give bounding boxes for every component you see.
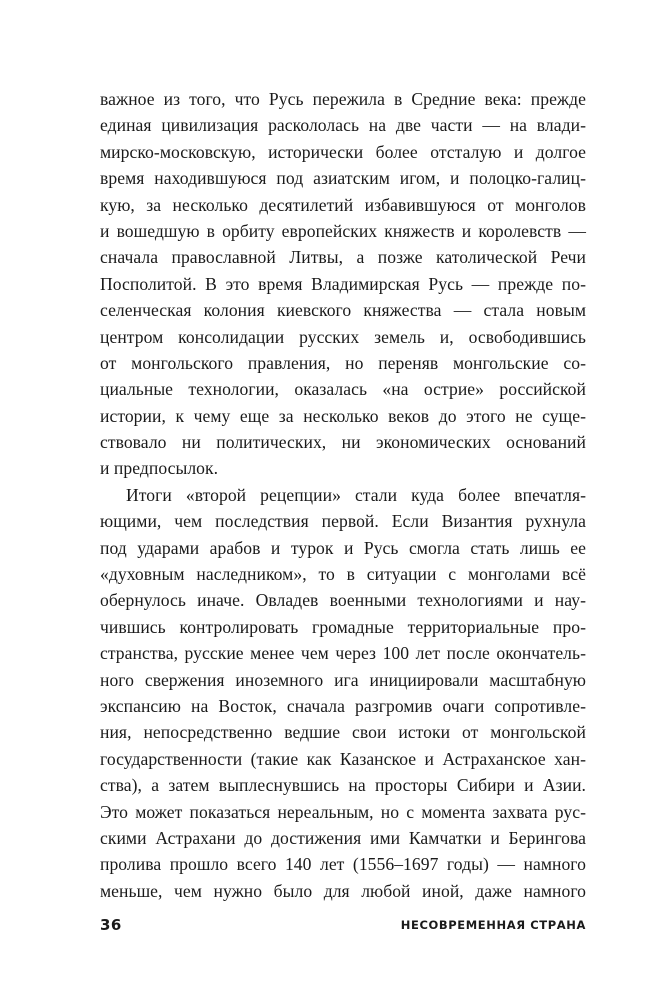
text-line: меньше, чем нужно было для любой иной, даже намного bbox=[100, 880, 586, 901]
text-line: истории, к чему еще за несколько веков до этого не суще- bbox=[100, 405, 586, 426]
text-line: центром консолидации русских земель и, освободившись bbox=[100, 326, 586, 347]
text-line: Это может показаться нереальным, но с момента захвата рус- bbox=[100, 801, 586, 822]
text-line: ствовало ни политических, ни экономических оснований bbox=[100, 432, 586, 453]
text-line: под ударами арабов и турок и Русь смогла стать лишь ее bbox=[100, 537, 586, 558]
page-text bbox=[100, 86, 586, 904]
text-line: мирско-московскую, исторически более отсталую и долгое bbox=[100, 141, 586, 162]
paragraph-1 bbox=[100, 86, 586, 482]
text-line: чившись контролировать громадные территориальные про- bbox=[100, 616, 586, 637]
page-footer bbox=[100, 916, 586, 936]
text-line: от монгольского правления, но переняв монгольские со- bbox=[100, 352, 586, 373]
text-line: скими Астрахани до достижения ими Камчатки и Берингова bbox=[100, 827, 586, 848]
text-line: единая цивилизация раскололась на две части — на влади- bbox=[100, 115, 586, 136]
running-title: НЕСОВРЕМЕННАЯ СТРАНА bbox=[400, 918, 586, 932]
page-number: 36 bbox=[100, 916, 122, 934]
text-line: и предпосылок. bbox=[100, 458, 219, 479]
text-line: важное из того, что Русь пережила в Средние века: прежде bbox=[100, 89, 586, 109]
text-line: ющими, чем последствия первой. Если Византия рухнула bbox=[100, 511, 586, 532]
paragraph-2 bbox=[100, 482, 586, 904]
text-line: циальные технологии, оказалась «на острие» российской bbox=[100, 379, 586, 400]
text-line: и вошедшую в орбиту европейских княжеств и королевств — bbox=[100, 220, 586, 241]
text-line: ства), а затем выплеснувшись на просторы Сибири и Азии. bbox=[100, 775, 586, 796]
text-line: Посполитой. В это время Владимирская Русь — прежде по- bbox=[100, 273, 586, 294]
text-line: государственности (такие как Казанское и Астраханское хан- bbox=[100, 748, 586, 769]
text-line: ния, непосредственно ведшие свои истоки от монгольской bbox=[100, 722, 586, 743]
text-line: кую, за несколько десятилетий избавившуюся от монголов bbox=[100, 194, 586, 215]
text-line: селенческая колония киевского княжества — стала новым bbox=[100, 300, 586, 321]
text-line: время находившуюся под азиатским игом, и полоцко-галиц- bbox=[100, 168, 586, 189]
text-line: экспансию на Восток, сначала разгромив очаги сопротивле- bbox=[100, 695, 586, 716]
text-line: «духовным наследником», то в ситуации с монголами всё bbox=[100, 564, 586, 585]
text-line: странства, русские менее чем через 100 лет после окончатель- bbox=[100, 643, 586, 664]
text-line: пролива прошло всего 140 лет (1556–1697 годы) — намного bbox=[100, 854, 586, 875]
text-line: ного свержения иноземного ига инициировали масштабную bbox=[100, 669, 586, 690]
text-line: Итоги «второй рецепции» стали куда более впечатля- bbox=[126, 484, 586, 505]
text-line: сначала православной Литвы, а позже католической Речи bbox=[100, 247, 586, 268]
text-line: обернулось иначе. Овладев военными технологиями и нау- bbox=[100, 590, 586, 611]
